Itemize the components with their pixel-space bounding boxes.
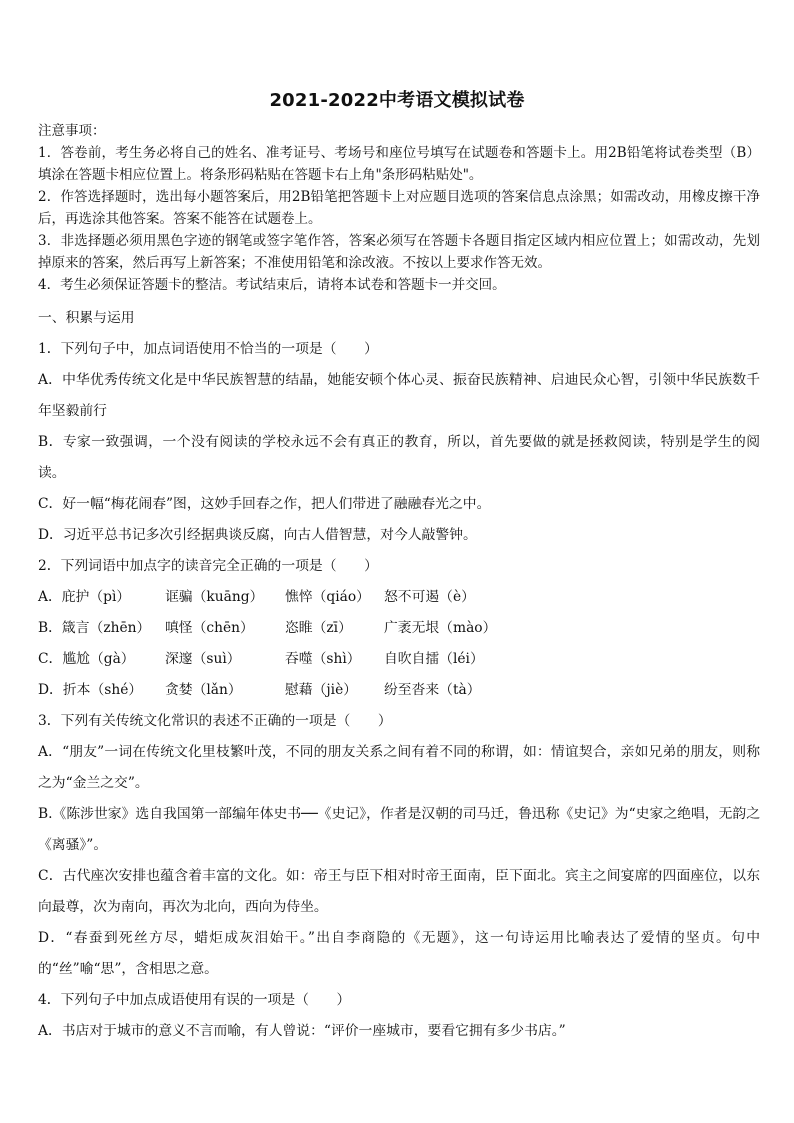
option-item: 纷至沓来（tà） — [384, 682, 481, 698]
notice-item: 2．作答选择题时，选出每小题答案后，用2B铅笔把答题卡上对应题目选项的答案信息点涂黑；如需改动，用橡皮擦干净后，再选涂其他答案。答案不能答在试题卷上。 — [38, 189, 760, 227]
question-2-option-a — [38, 582, 760, 613]
option-item: A．庇护（pì） — [38, 589, 131, 605]
option-item: 恣睢（zī） — [285, 620, 352, 636]
question-1-option-a: A．中华优秀传统文化是中华民族智慧的结晶，她能安顿个体心灵、振奋民族精神、启迪民众心智，引领中华民族数千年坚毅前行 — [38, 372, 760, 419]
option-item: 自吹自擂（léi） — [384, 651, 484, 667]
question-2-option-d — [38, 675, 760, 706]
notice-item: 4．考生必须保证答题卡的整洁。考试结束后，请将本试卷和答题卡一并交回。 — [38, 277, 506, 293]
notice-block — [38, 120, 760, 296]
notice-item: 3．非选择题必须用黑色字迹的钢笔或签字笔作答，答案必须写在答题卡各题目指定区域内相应位置上；如需改动，先划掉原来的答案，然后再写上新答案；不准使用铅笔和涂改液。不按以上要求作答无效。 — [38, 233, 760, 271]
section-heading: 一、积累与运用 — [38, 310, 135, 326]
option-item: 贪婪（lǎn） — [165, 682, 242, 698]
question-3-option-c: C．古代座次安排也蕴含着丰富的文化。如：帝王与臣下相对时帝王面南，臣下面北。宾主之间宴席的四面座位，以东向最尊，次为南向，再次为北向，西向为侍坐。 — [38, 868, 760, 915]
question-1-stem: 1．下列句子中，加点词语使用不恰当的一项是（ ） — [38, 341, 378, 357]
option-item: 慰藉（jiè） — [285, 682, 358, 698]
page-title: 2021-2022中考语文模拟试卷 — [269, 90, 525, 111]
option-item: 怒不可遏（è） — [384, 589, 475, 605]
question-1-option-b: B．专家一致强调，一个没有阅读的学校永远不会有真正的教育，所以，首先要做的就是拯救阅读，特别是学生的阅读。 — [38, 434, 760, 481]
question-3-option-b: B.《陈涉世家》选自我国第一部编年体史书──《史记》，作者是汉朝的司马迁，鲁迅称《史记》为“史家之绝唱，无韵之《离骚》”。 — [38, 806, 760, 853]
option-item: 广袤无垠（mào） — [384, 620, 497, 636]
option-item: 嗔怪（chēn） — [165, 620, 254, 636]
option-item: C．尴尬（gà） — [38, 651, 135, 667]
notice-item: 1．答卷前，考生务必将自己的姓名、准考证号、考场号和座位号填写在试题卷和答题卡上。用2B铅笔将试卷类型（B）填涂在答题卡相应位置上。将条形码粘贴在答题卡右上角"条形码粘贴处"。 — [38, 145, 760, 183]
option-item: 憔悴（qiáo） — [285, 589, 370, 605]
question-3-option-d: D．“春蚕到死丝方尽，蜡炬成灰泪始干。”出自李商隐的《无题》，这一句诗运用比喻表达了爱情的坚贞。句中的“丝”喻“思”，含相思之意。 — [38, 930, 760, 977]
question-2-option-b — [38, 613, 760, 644]
question-2-option-c — [38, 644, 760, 675]
question-3-option-a: A．“朋友”一词在传统文化里枝繁叶茂，不同的朋友关系之间有着不同的称谓，如：情谊契合，亲如兄弟的朋友，则称之为“金兰之交”。 — [38, 744, 760, 791]
question-1-option-c: C．好一幅“梅花闹春”图，这妙手回春之作，把人们带进了融融春光之中。 — [38, 496, 491, 512]
option-item: B．箴言（zhēn） — [38, 620, 151, 636]
question-4-stem: 4．下列句子中加点成语使用有误的一项是（ ） — [38, 992, 351, 1008]
question-4-option-a: A．书店对于城市的意义不言而喻，有人曾说：“评价一座城市，要看它拥有多少书店。” — [38, 1023, 566, 1039]
option-item: 吞噬（shì） — [285, 651, 361, 667]
question-1-option-d: D．习近平总书记多次引经据典谈反腐，向古人借智慧，对今人敲警钟。 — [38, 527, 477, 543]
option-item: 深邃（suì） — [165, 651, 241, 667]
notice-heading: 注意事项： — [38, 123, 106, 139]
option-item: 诓骗（kuāng） — [165, 589, 264, 605]
question-2-stem: 2．下列词语中加点字的读音完全正确的一项是（ ） — [38, 558, 378, 574]
question-3-stem: 3．下列有关传统文化常识的表述不正确的一项是（ ） — [38, 713, 392, 729]
option-item: D．折本（shé） — [38, 682, 143, 698]
exam-content — [38, 303, 760, 1047]
